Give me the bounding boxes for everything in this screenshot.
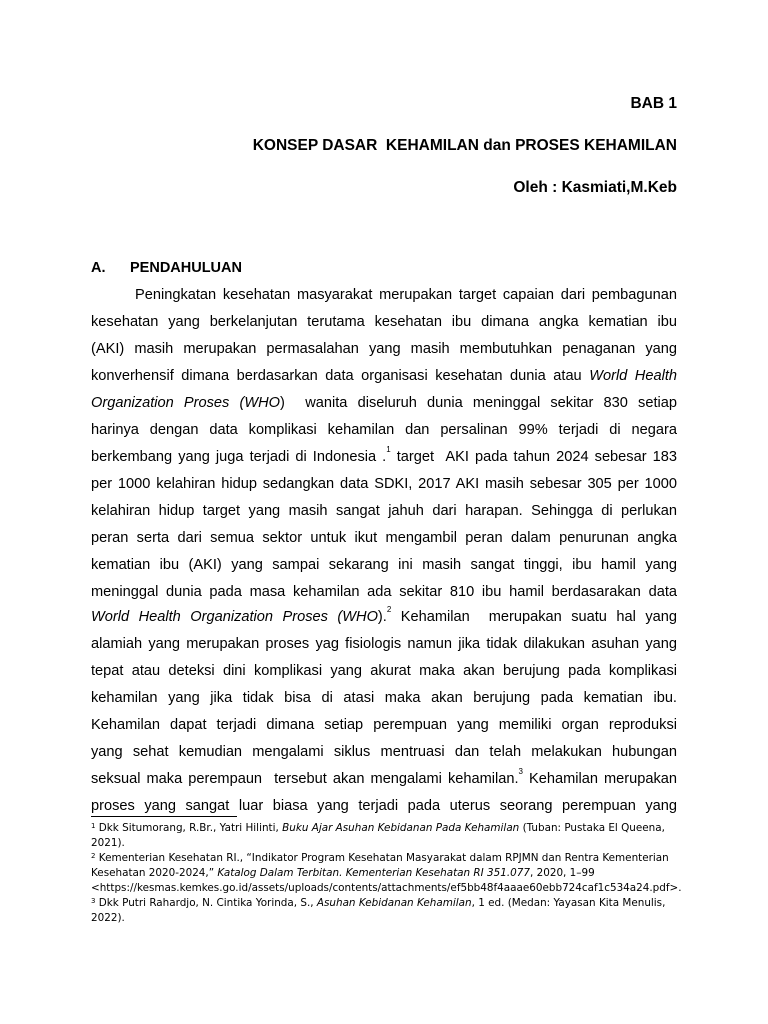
body-line: Kehamilan dapat terjadi dimana setiap perempuan yang memiliki organ reproduksi	[91, 717, 677, 733]
body-line: peran serta dari semua sektor untuk ikut mengambil peran dalam penurunan angka	[91, 530, 677, 546]
body-line: Peningkatan kesehatan masyarakat merupakan target capaian dari pembagunan	[135, 287, 677, 303]
body-line: alamiah yang merupakan proses yag fisiologis namun jika tidak dilakukan asuhan yang	[91, 636, 677, 652]
body-line: World Health Organization Proses (WHO).$^2$ Kehamilan merupakan suatu hal yang	[91, 605, 677, 625]
body-line: (AKI) masih merupakan permasalahan yang masih membutuhkan penaganan yang	[91, 341, 677, 357]
body-line: kehamilan yang jika tidak bisa di atasi maka akan berujung pada kematian ibu.	[91, 690, 677, 706]
footnote-1-cont: 2021).	[91, 837, 125, 849]
section-title: PENDAHULUAN	[130, 260, 242, 276]
body-line: yang sehat kemudian mengalami siklus mentruasi dan telah melakukan hubungan	[91, 744, 677, 760]
section-heading	[91, 258, 242, 278]
body-line: kelahiran hidup target yang masih sangat jahuh dari harapan. Sehingga di perlukan	[91, 503, 677, 519]
body-line: seksual maka perempaun tersebut akan mengalami kehamilan.$^3$ Kehamilan merupakan	[91, 767, 678, 787]
body-line: proses yang sangat luar biasa yang terjadi pada uterus seorang perempuan yang	[91, 798, 677, 814]
body-line: Organization Proses (WHO) wanita diseluruh dunia meninggal sekitar 830 setiap	[91, 395, 677, 411]
footnote-3-cont: 2022).	[91, 912, 125, 924]
section-number: A.	[91, 260, 106, 276]
footnote-2-cont: Kesehatan 2020-2024,” Katalog Dalam Terbitan. Kementerian Kesehatan RI 351.077, 2020, 1–99	[91, 867, 595, 879]
chapter-title: KONSEP DASAR KEHAMILAN dan PROSES KEHAMILAN	[252, 137, 677, 154]
footnote-ref[interactable]: 3	[518, 767, 523, 776]
footnote-3: $^3$ Dkk Putri Rahardjo, N. Cintika Yorinda, S., Asuhan Kebidanan Kehamilan, 1 ed. (Medan: Yayasan Kita Menulis,	[91, 897, 666, 909]
body-line: harinya dengan data komplikasi kehamilan dan persalinan 99% terjadi di negara	[91, 422, 677, 438]
author-line: Oleh : Kasmiati,M.Keb	[513, 179, 677, 196]
body-line: kesehatan yang berkelanjutan terutama kesehatan ibu dimana angka kematian ibu	[91, 314, 677, 330]
body-line: kematian ibu (AKI) yang sampai sekarang ini masih sangat tinggi, ibu hamil yang	[91, 557, 677, 573]
footnote-2-url[interactable]: <https://kesmas.kemkes.go.id/assets/uploads/contents/attachments/ef5bb48f4aaae60ebb724caf1c534a24.pdf>.	[91, 882, 682, 894]
body-line: berkembang yang juga terjadi di Indonesia .$^1$ target AKI pada tahun 2024 sebesar 183	[91, 445, 677, 465]
body-line: tepat atau deteksi dini komplikasi yang akurat maka akan berujung pada komplikasi	[91, 663, 677, 679]
footnote-ref[interactable]: 1	[386, 445, 391, 454]
chapter-label: BAB 1	[630, 95, 677, 112]
footnote-separator	[91, 816, 237, 817]
body-line: per 1000 kelahiran hidup sedangkan data SDKI, 2017 AKI masih sebesar 305 per 1000	[91, 476, 677, 492]
body-line: konverhensif dimana berdasarkan data organisasi kesehatan dunia atau World Health	[91, 368, 677, 384]
footnote-2: $^2$ Kementerian Kesehatan RI., “Indikator Program Kesehatan Masyarakat dalam RPJMN dan Rentra Kementerian	[91, 852, 669, 864]
footnote-ref[interactable]: 2	[386, 605, 392, 614]
body-line: meninggal dunia pada masa kehamilan ada sekitar 810 ibu hamil berdasarakan data	[91, 584, 677, 600]
footnote-1: $^1$ Dkk Situmorang, R.Br., Yatri Hilinti, Buku Ajar Asuhan Kebidanan Pada Kehamilan (Tuban: Pustaka El Queena,	[91, 822, 665, 834]
